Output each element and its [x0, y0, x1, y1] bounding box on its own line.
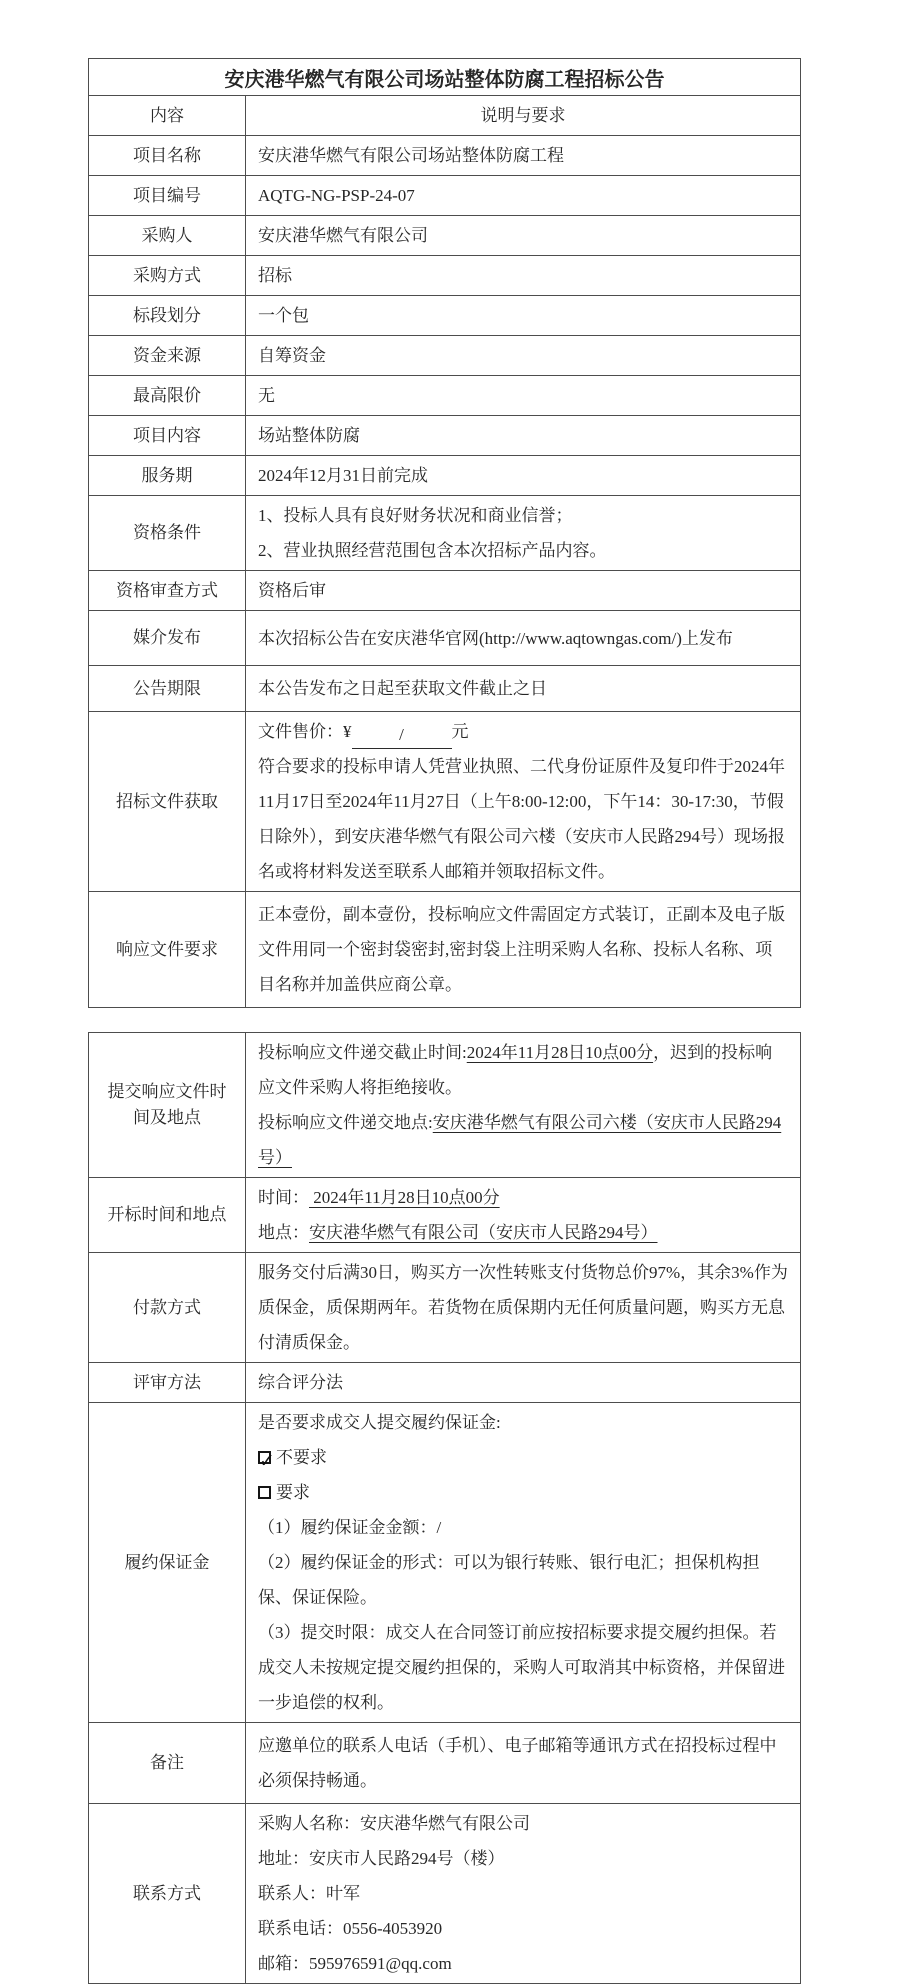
price-suffix: 元 — [451, 722, 469, 741]
row-label: 开标时间和地点 — [89, 1178, 246, 1253]
bond-item-1: （1）履约保证金金额：/ — [258, 1518, 442, 1537]
row-label: 履约保证金 — [89, 1403, 246, 1723]
row-label: 项目名称 — [89, 136, 246, 176]
table-row-project-number — [89, 176, 801, 216]
opening-place-label: 地点： — [258, 1223, 309, 1242]
row-label: 招标文件获取 — [89, 712, 246, 892]
row-value: 安庆港华燃气有限公司场站整体防腐工程 — [246, 136, 801, 176]
table-row-max-price — [89, 376, 801, 416]
row-label: 联系方式 — [89, 1804, 246, 1984]
blank-underline — [352, 725, 452, 749]
row-label: 公告期限 — [89, 666, 246, 712]
deadline-suffix: ，迟到的投标响应文件采购人将拒绝接收。 — [258, 1043, 773, 1097]
row-label: 采购方式 — [89, 256, 246, 296]
opening-time-value: 2024年11月28日10点00分 — [309, 1188, 500, 1207]
row-value — [246, 1253, 801, 1363]
submission-place-line — [258, 1105, 788, 1175]
response-doc-paragraph: 正本壹份，副本壹份，投标响应文件需固定方式装订，正副本及电子版文件用同一个密封袋密封,密封袋上注明采购人名称、投标人名称、项目名称并加盖供应商公章。 — [258, 905, 785, 994]
document-price-line — [258, 714, 788, 749]
row-label: 项目编号 — [89, 176, 246, 216]
row-label: 标段划分 — [89, 296, 246, 336]
tender-schedule-table — [88, 1032, 801, 1984]
row-value: 无 — [246, 376, 801, 416]
contact-email: 邮箱：595976591@qq.com — [258, 1954, 452, 1973]
row-value: 本公告发布之日起至获取文件截止之日 — [246, 666, 801, 712]
bond-option-not-required-label: 不要求 — [276, 1448, 327, 1467]
opening-time-line — [258, 1180, 788, 1215]
column-header-description: 说明与要求 — [246, 96, 801, 136]
table-row-service-period — [89, 456, 801, 496]
table-row-notice-period — [89, 666, 801, 712]
row-label: 响应文件要求 — [89, 892, 246, 1008]
place-prefix: 投标响应文件递交地点: — [258, 1113, 433, 1132]
row-label: 最高限价 — [89, 376, 246, 416]
checkbox-checked-icon — [258, 1451, 271, 1464]
table-row-document-obtain — [89, 712, 801, 892]
table-row-project-content — [89, 416, 801, 456]
row-label: 媒介发布 — [89, 611, 246, 666]
row-label: 资格审查方式 — [89, 571, 246, 611]
row-value: 综合评分法 — [246, 1363, 801, 1403]
table-row-submission-time-place — [89, 1033, 801, 1178]
qualification-line-1: 1、投标人具有良好财务状况和商业信誉； — [258, 506, 573, 525]
row-value — [246, 496, 801, 571]
table-row-response-doc-requirements — [89, 892, 801, 1008]
title-row — [89, 59, 801, 96]
row-value — [246, 1178, 801, 1253]
document-obtain-paragraph: 符合要求的投标申请人凭营业执照、二代身份证原件及复印件于2024年11月17日至2024年11月27日（上午8:00-12:00，下午14：30-17:30，节假日除外），到安庆港华燃气有限公司六楼（安庆市人民路294号）现场报名或将材料发送至联系人邮箱并领取招标文件。 — [258, 757, 785, 881]
table-row-performance-bond — [89, 1403, 801, 1723]
table-row-media-release — [89, 611, 801, 666]
row-label: 项目内容 — [89, 416, 246, 456]
deadline-prefix: 投标响应文件递交截止时间: — [258, 1043, 467, 1062]
bond-item-3: （3）提交时限：成交人在合同签订前应按招标要求提交履约担保。若成交人未按规定提交履约担保的，采购人可取消其中标资格，并保留进一步追偿的权利。 — [258, 1623, 785, 1712]
row-label: 资格条件 — [89, 496, 246, 571]
bond-intro-line: 是否要求成交人提交履约保证金: — [258, 1413, 501, 1432]
column-header-content: 内容 — [89, 96, 246, 136]
row-value — [246, 1804, 801, 1984]
row-label: 付款方式 — [89, 1253, 246, 1363]
row-value: 一个包 — [246, 296, 801, 336]
row-value — [246, 1723, 801, 1804]
submission-deadline-line — [258, 1035, 788, 1105]
row-label: 备注 — [89, 1723, 246, 1804]
row-value: 2024年12月31日前完成 — [246, 456, 801, 496]
table-row-qualification-review — [89, 571, 801, 611]
deadline-value: 2024年11月28日10点00分 — [466, 1043, 654, 1062]
opening-place-value: 安庆港华燃气有限公司（安庆市人民路294号） — [309, 1223, 658, 1242]
row-value: 自筹资金 — [246, 336, 801, 376]
header-row — [89, 96, 801, 136]
table-row-purchase-method — [89, 256, 801, 296]
table-row-payment-method — [89, 1253, 801, 1363]
row-value — [246, 1403, 801, 1723]
checkbox-unchecked-icon — [258, 1486, 271, 1499]
row-value: 招标 — [246, 256, 801, 296]
bond-option-not-required — [258, 1440, 788, 1475]
table-row-evaluation-method — [89, 1363, 801, 1403]
row-value: 场站整体防腐 — [246, 416, 801, 456]
price-slash: / — [399, 725, 404, 744]
remark-paragraph: 应邀单位的联系人电话（手机）、电子邮箱等通讯方式在招投标过程中必须保持畅通。 — [258, 1736, 777, 1790]
row-label: 资金来源 — [89, 336, 246, 376]
row-value — [246, 892, 801, 1008]
table-row-qualification — [89, 496, 801, 571]
payment-paragraph: 服务交付后满30日，购买方一次性转账支付货物总价97%，其余3%作为质保金，质保期两年。若货物在质保期内无任何质量问题，购买方无息付清质保金。 — [258, 1263, 788, 1352]
contact-phone: 联系电话：0556-4053920 — [258, 1919, 443, 1938]
contact-address: 地址：安庆市人民路294号（楼） — [258, 1849, 505, 1868]
row-value — [246, 1033, 801, 1178]
row-value: 资格后审 — [246, 571, 801, 611]
table-row-contact-info — [89, 1804, 801, 1984]
row-value — [246, 712, 801, 892]
row-value: 本次招标公告在安庆港华官网(http://www.aqtowngas.com/)上发布 — [246, 611, 801, 666]
row-value: AQTG-NG-PSP-24-07 — [246, 176, 801, 216]
contact-person: 联系人：叶军 — [258, 1884, 360, 1903]
contact-purchaser-name: 采购人名称：安庆港华燃气有限公司 — [258, 1814, 530, 1833]
tender-info-table — [88, 58, 801, 1008]
table-row-fund-source — [89, 336, 801, 376]
opening-time-label: 时间： — [258, 1188, 309, 1207]
bond-option-required-label: 要求 — [276, 1483, 310, 1502]
table-row-bid-opening — [89, 1178, 801, 1253]
table-row-remarks — [89, 1723, 801, 1804]
bond-option-required — [258, 1475, 788, 1510]
table-row-purchaser — [89, 216, 801, 256]
price-prefix: 文件售价：¥ — [258, 722, 352, 741]
place-value: 安庆港华燃气有限公司六楼（安庆市人民路294号） — [258, 1113, 782, 1167]
table-row-project-name — [89, 136, 801, 176]
table-row-lot-division — [89, 296, 801, 336]
page-title: 安庆港华燃气有限公司场站整体防腐工程招标公告 — [89, 59, 801, 96]
row-label: 服务期 — [89, 456, 246, 496]
row-label: 采购人 — [89, 216, 246, 256]
qualification-line-2: 2、营业执照经营范围包含本次招标产品内容。 — [258, 541, 607, 560]
row-label: 评审方法 — [89, 1363, 246, 1403]
row-label: 提交响应文件时间及地点 — [89, 1033, 246, 1178]
bond-item-2: （2）履约保证金的形式：可以为银行转账、银行电汇；担保机构担保、保证保险。 — [258, 1553, 760, 1607]
opening-place-line — [258, 1215, 788, 1250]
row-value: 安庆港华燃气有限公司 — [246, 216, 801, 256]
